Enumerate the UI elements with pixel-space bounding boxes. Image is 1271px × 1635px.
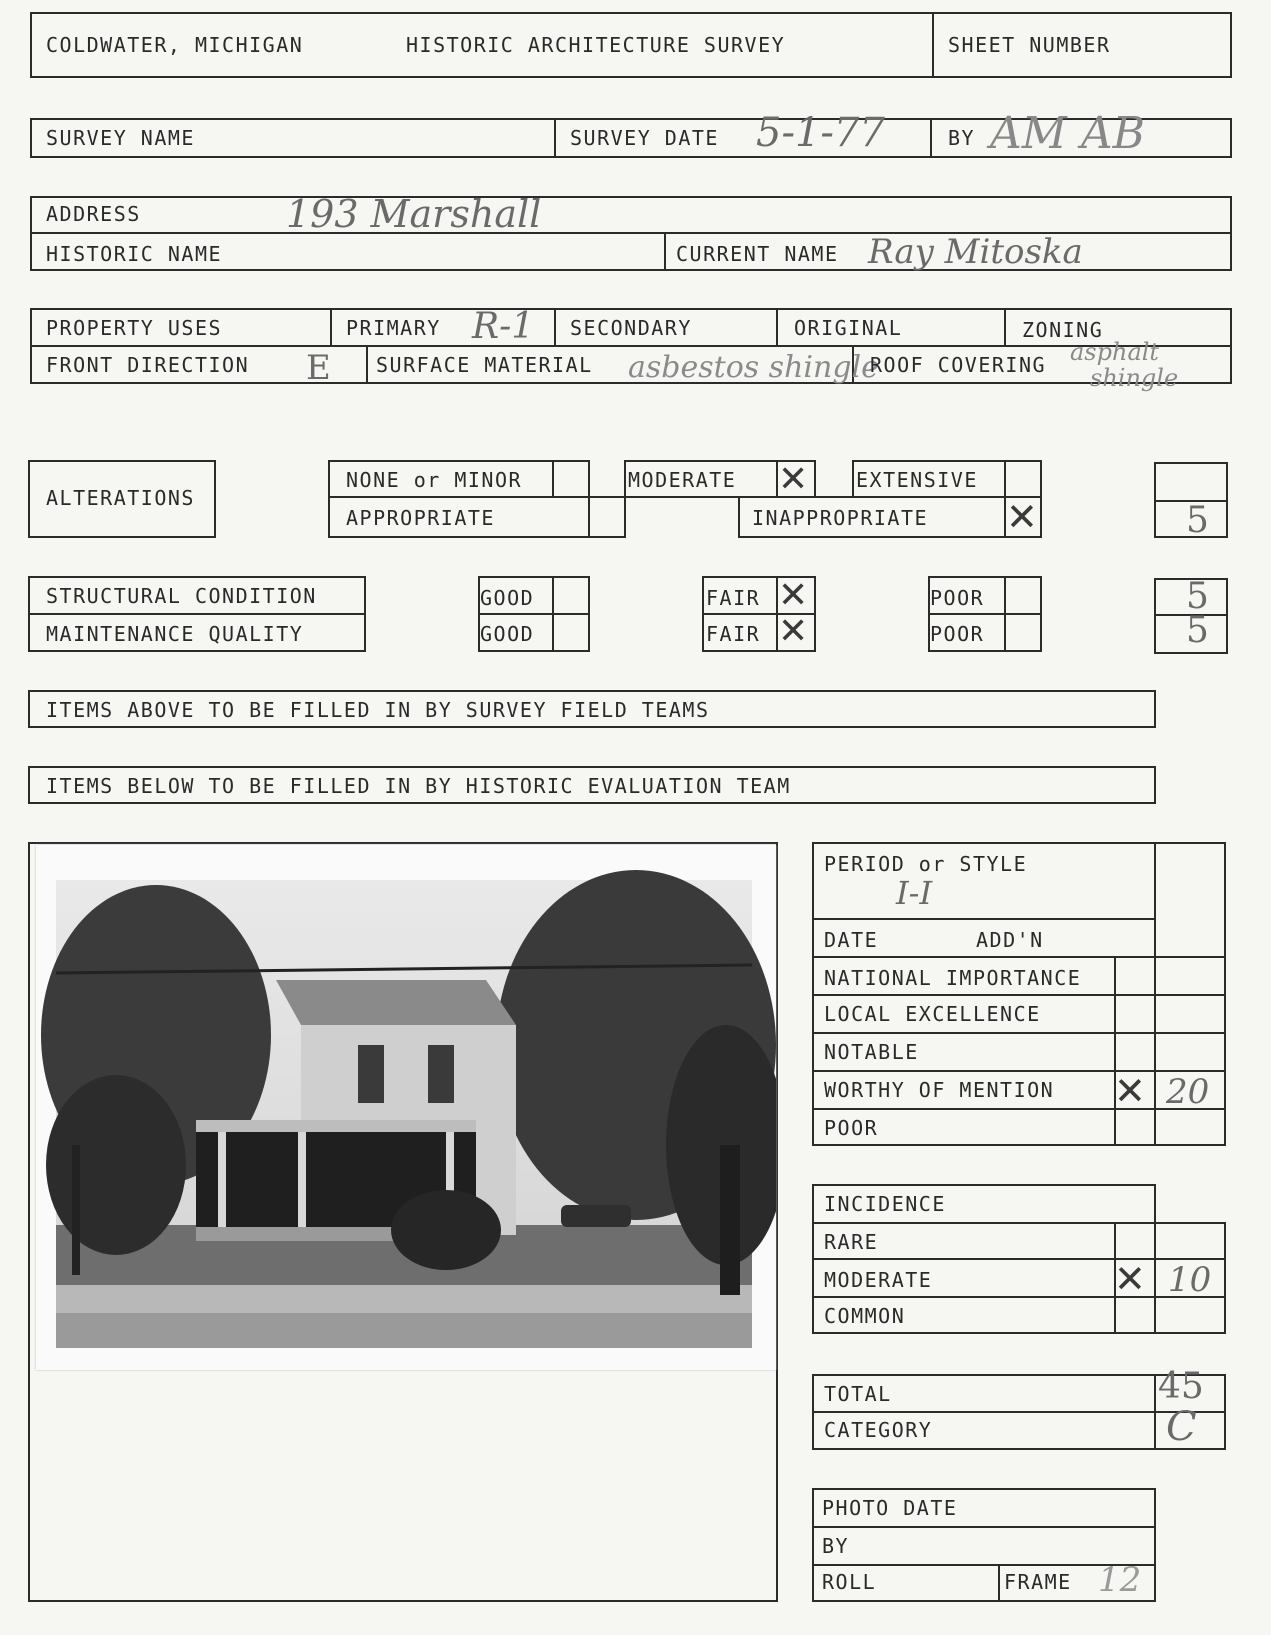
survey-date-label: SURVEY DATE: [570, 126, 719, 150]
survey-by-label: BY: [948, 126, 976, 150]
city-label: COLDWATER, MICHIGAN: [46, 33, 304, 57]
property-row-line: [30, 345, 1232, 347]
zoning-label: ZONING: [1022, 318, 1104, 342]
address-label: ADDRESS: [46, 202, 141, 226]
incidence-score: 10: [1168, 1260, 1212, 1300]
eval-line-date: [812, 918, 1156, 920]
eval-line-4: [812, 1070, 1226, 1072]
survey-divider-2: [930, 118, 932, 158]
items-below-note: ITEMS BELOW TO BE FILLED IN BY HISTORIC EVALUATION TEAM: [46, 774, 791, 798]
total-label: TOTAL: [824, 1382, 892, 1406]
property-uses-label: PROPERTY USES: [46, 316, 223, 340]
fair-label-1: FAIR: [706, 586, 761, 610]
current-name-label: CURRENT NAME: [676, 242, 839, 266]
totals-line: [812, 1411, 1226, 1413]
poor-row-line: [928, 613, 1042, 615]
items-above-note: ITEMS ABOVE TO BE FILLED IN BY SURVEY FIELD TEAMS: [46, 698, 710, 722]
local-excellence-label: LOCAL EXCELLENCE: [824, 1002, 1041, 1026]
secondary-label: SECONDARY: [570, 316, 692, 340]
prop-div-1: [330, 308, 332, 345]
inc-line-1: [812, 1222, 1156, 1224]
fair-label-2: FAIR: [706, 622, 761, 646]
structural-condition-label: STRUCTURAL CONDITION: [46, 584, 317, 608]
rare-label: RARE: [824, 1230, 879, 1254]
roof-covering-value-2: shingle: [1090, 364, 1179, 392]
structural-fair-check: ✕: [778, 575, 809, 616]
evaluation-score: 20: [1166, 1072, 1210, 1112]
frame-value: 12: [1098, 1560, 1142, 1600]
maintenance-quality-label: MAINTENANCE QUALITY: [46, 622, 304, 646]
moderate-alt-label: MODERATE: [628, 468, 737, 492]
frame-label: FRAME: [1004, 1570, 1072, 1594]
inc-line-2: [812, 1258, 1226, 1260]
eval-addn-label: ADD'N: [976, 928, 1044, 952]
survey-name-label: SURVEY NAME: [46, 126, 195, 150]
survey-date-value: 5-1-77: [756, 110, 885, 156]
header-divider: [932, 12, 934, 78]
primary-label: PRIMARY: [346, 316, 441, 340]
front-direction-label: FRONT DIRECTION: [46, 353, 250, 377]
survey-by-value: AM AB: [990, 108, 1145, 159]
prop-div-3: [776, 308, 778, 345]
category-value: C: [1166, 1404, 1197, 1450]
eval-poor-label: POOR: [824, 1116, 879, 1140]
moderate-alt-check: ✕: [778, 459, 809, 500]
appropriate-label: APPROPRIATE: [346, 506, 495, 530]
photo-date-label: PHOTO DATE: [822, 1496, 958, 1520]
historic-name-label: HISTORIC NAME: [46, 242, 223, 266]
primary-value: R-1: [472, 306, 535, 347]
current-name-divider: [664, 232, 666, 271]
good-label-1: GOOD: [480, 586, 535, 610]
totals-divider: [1154, 1374, 1156, 1450]
sheet-number-label: SHEET NUMBER: [948, 33, 1111, 57]
eval-line-3: [812, 1032, 1226, 1034]
eval-line-1: [812, 956, 1226, 958]
house-photo-image: [36, 845, 776, 1370]
good-row-line: [478, 613, 590, 615]
address-value: 193 Marshall: [286, 192, 542, 236]
extensive-label: EXTENSIVE: [856, 468, 978, 492]
roof-covering-value-1: asphalt: [1070, 338, 1160, 366]
eval-divider-check: [1114, 956, 1116, 1146]
alterations-score: 5: [1186, 500, 1209, 541]
inappropriate-check: ✕: [1006, 495, 1038, 539]
inc-line-3: [812, 1296, 1226, 1298]
house-photo: [36, 845, 776, 1370]
photo-by-label: BY: [822, 1534, 850, 1558]
prop-div-2: [554, 308, 556, 345]
condition-row-line: [28, 613, 366, 615]
survey-divider-1: [554, 118, 556, 158]
photo-info-line-1: [812, 1526, 1156, 1528]
extensive-check-div: [1004, 460, 1006, 498]
maintenance-fair-check: ✕: [778, 611, 809, 652]
eval-date-label: DATE: [824, 928, 879, 952]
eval-line-2: [812, 994, 1226, 996]
roof-covering-label: ROOF COVERING: [870, 353, 1047, 377]
surface-material-value: asbestos shingle: [628, 350, 879, 385]
period-style-value: I-I: [896, 874, 933, 912]
frame-divider: [998, 1564, 1000, 1602]
period-style-label: PERIOD or STYLE: [824, 852, 1028, 876]
eval-divider-score: [1154, 842, 1156, 1146]
roll-label: ROLL: [822, 1570, 877, 1594]
incidence-moderate-label: MODERATE: [824, 1268, 933, 1292]
prop-div-5: [366, 345, 368, 384]
incidence-label: INCIDENCE: [824, 1192, 946, 1216]
incidence-moderate-check: ✕: [1114, 1257, 1146, 1301]
structural-score: 5: [1186, 576, 1209, 617]
inappropriate-label: INAPPROPRIATE: [752, 506, 929, 530]
total-value: 45: [1158, 1366, 1204, 1407]
eval-line-5: [812, 1108, 1226, 1110]
current-name-value: Ray Mitoska: [868, 232, 1083, 272]
none-minor-label: NONE or MINOR: [346, 468, 523, 492]
surface-material-label: SURFACE MATERIAL: [376, 353, 593, 377]
good-label-2: GOOD: [480, 622, 535, 646]
good-check-div: [552, 576, 554, 652]
alterations-label: ALTERATIONS: [46, 486, 195, 510]
worthy-check: ✕: [1114, 1069, 1146, 1113]
poor-check-div: [1004, 576, 1006, 652]
common-label: COMMON: [824, 1304, 906, 1328]
original-label: ORIGINAL: [794, 316, 903, 340]
appropriate-check-div: [588, 496, 590, 538]
worthy-of-mention-label: WORTHY OF MENTION: [824, 1078, 1055, 1102]
national-importance-label: NATIONAL IMPORTANCE: [824, 966, 1082, 990]
poor-label-1: POOR: [930, 586, 985, 610]
prop-div-4: [1004, 308, 1006, 345]
notable-label: NOTABLE: [824, 1040, 919, 1064]
front-direction-value: E: [306, 348, 331, 388]
category-label: CATEGORY: [824, 1418, 933, 1442]
poor-label-2: POOR: [930, 622, 985, 646]
none-minor-check-div: [552, 460, 554, 498]
maintenance-score: 5: [1186, 610, 1209, 651]
survey-title: HISTORIC ARCHITECTURE SURVEY: [406, 33, 786, 57]
